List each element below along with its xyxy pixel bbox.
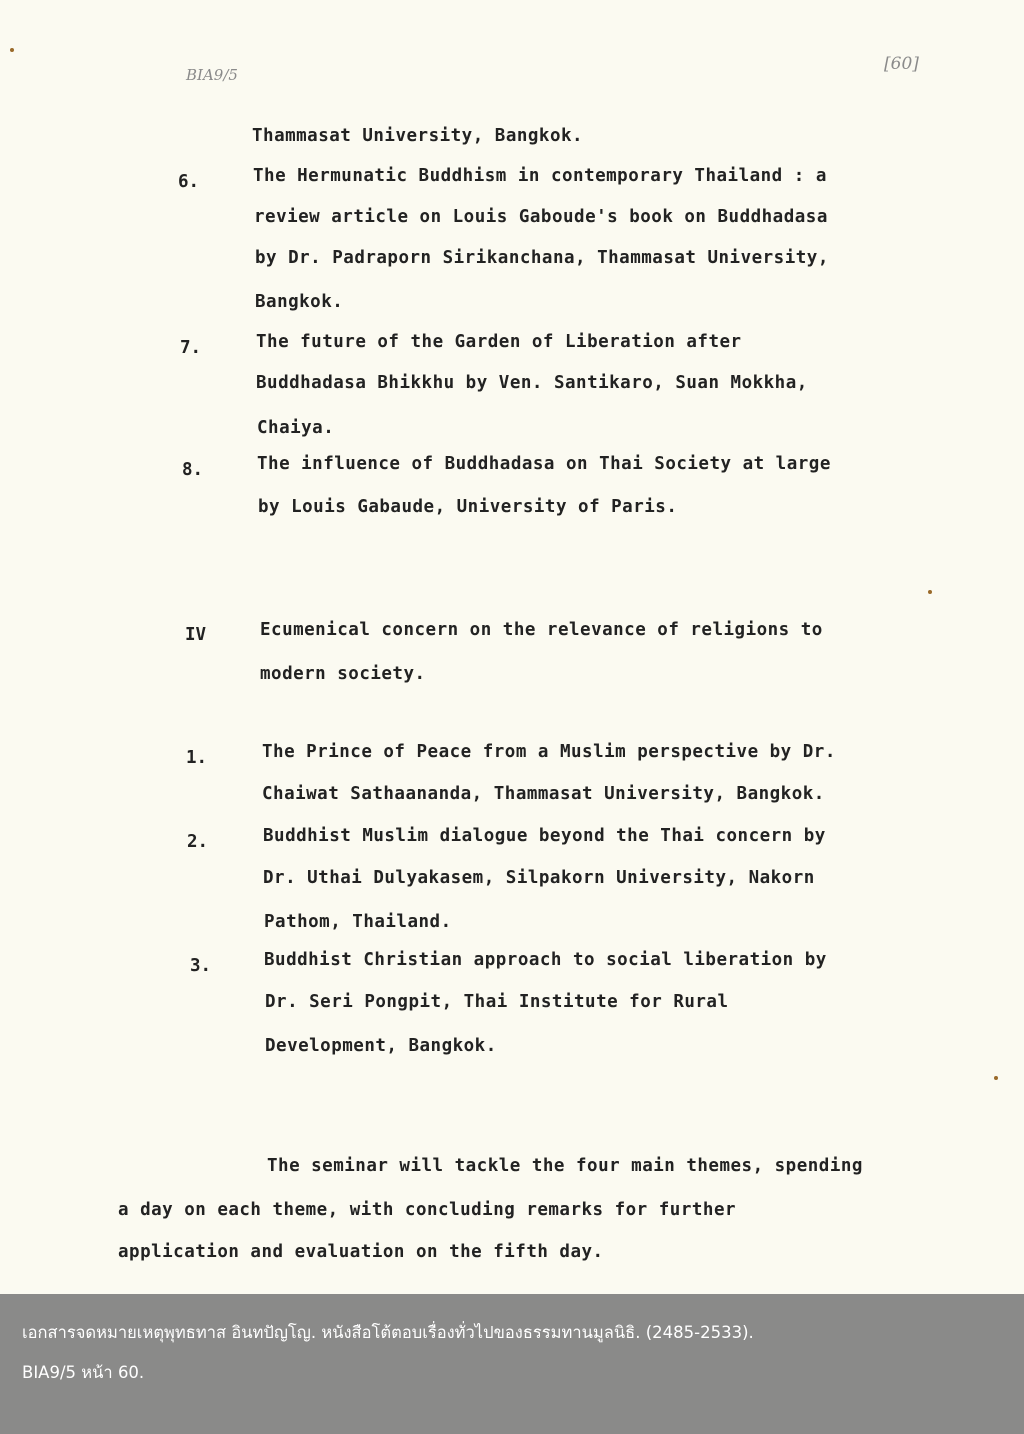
text-line: The Prince of Peace from a Muslim perspective by Dr. [262, 742, 836, 762]
section-heading-line: Ecumenical concern on the relevance of religions to [260, 620, 823, 640]
text-line: Pathom, Thailand. [264, 912, 452, 932]
paper-speck [994, 1076, 998, 1080]
text-line: Chaiwat Sathaananda, Thammasat University, Bangkok. [262, 784, 825, 804]
handwritten-reference: BIA9/5 [186, 66, 238, 84]
text-line: Dr. Uthai Dulyakasem, Silpakorn University, Nakorn [263, 868, 815, 888]
text-line: review article on Louis Gaboude's book on Buddhadasa [254, 207, 828, 227]
item-number: 6. [178, 172, 200, 192]
section-number: IV [185, 625, 207, 645]
handwritten-page-mark: [60] [884, 54, 919, 74]
text-line: The influence of Buddhadasa on Thai Society at large [257, 454, 831, 474]
text-line: Dr. Seri Pongpit, Thai Institute for Rural [265, 992, 729, 1012]
item-number: 1. [186, 748, 208, 768]
text-line: Thammasat University, Bangkok. [252, 126, 584, 146]
item-number: 8. [182, 460, 204, 480]
text-line: Buddhist Muslim dialogue beyond the Thai concern by [263, 826, 826, 846]
section-heading-line: modern society. [260, 664, 426, 684]
text-line: by Louis Gabaude, University of Paris. [258, 497, 678, 517]
text-line: The future of the Garden of Liberation after [256, 332, 742, 352]
archive-caption-bar [0, 1294, 1024, 1434]
archive-caption-title: เอกสารจดหมายเหตุพุทธทาส อินทปัญโญ. หนังสือโต้ตอบเรื่องทั่วไปของธรรมทานมูลนิธิ. (2485-2533). [22, 1323, 754, 1342]
item-number: 3. [190, 956, 212, 976]
text-line: Bangkok. [255, 292, 344, 312]
paper-speck [928, 590, 932, 594]
text-line: Buddhadasa Bhikkhu by Ven. Santikaro, Suan Mokkha, [256, 373, 808, 393]
paper-speck [10, 48, 14, 52]
item-number: 7. [180, 338, 202, 358]
archive-caption-reference: BIA9/5 หน้า 60. [22, 1363, 145, 1382]
paragraph-line: The seminar will tackle the four main themes, spending [267, 1156, 863, 1176]
item-number: 2. [187, 832, 209, 852]
text-line: Buddhist Christian approach to social liberation by [264, 950, 827, 970]
text-line: Chaiya. [257, 418, 335, 438]
paragraph-line: a day on each theme, with concluding remarks for further [118, 1200, 737, 1220]
text-line: The Hermunatic Buddhism in contemporary Thailand : a [253, 166, 827, 186]
text-line: Development, Bangkok. [265, 1036, 497, 1056]
text-line: by Dr. Padraporn Sirikanchana, Thammasat University, [255, 248, 829, 268]
paragraph-line: application and evaluation on the fifth day. [118, 1242, 604, 1262]
